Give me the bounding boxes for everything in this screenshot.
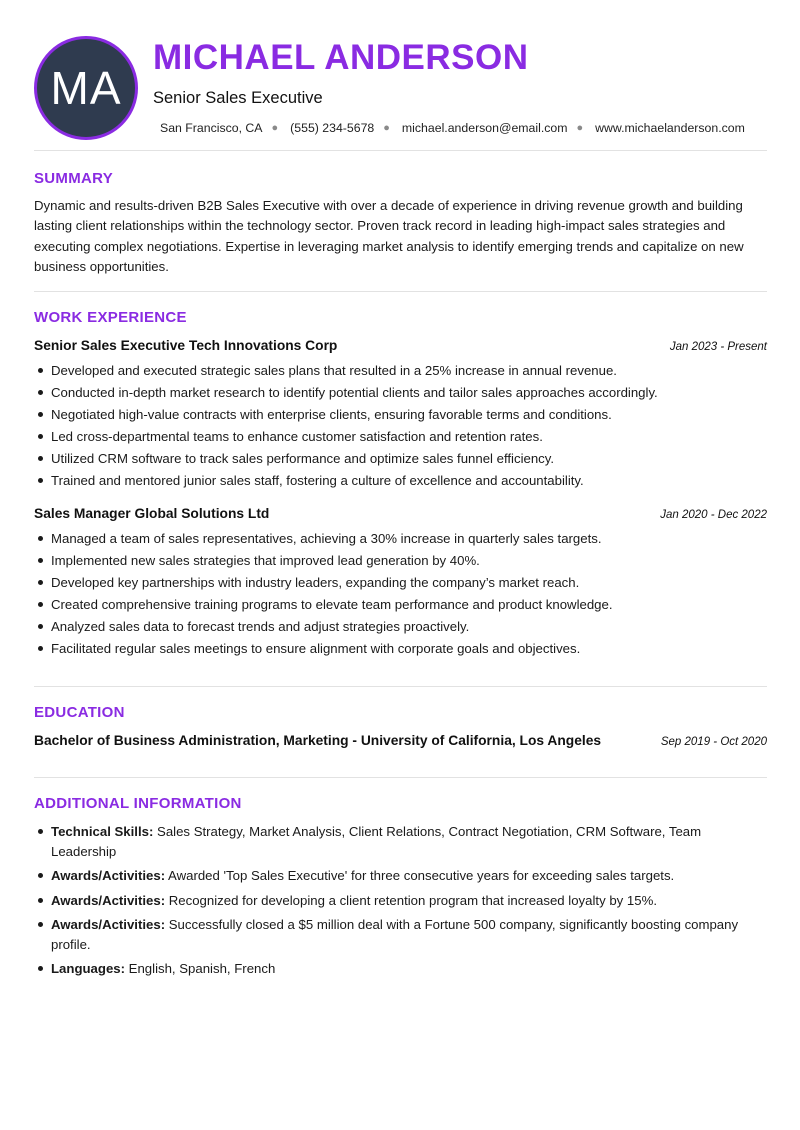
job-dates: Jan 2020 - Dec 2022 [660,509,767,521]
education-dates: Sep 2019 - Oct 2020 [660,736,767,748]
additional-heading: ADDITIONAL INFORMATION [34,795,242,812]
list-item [34,866,749,886]
separator-dot-icon: ● [576,122,584,134]
summary-text: Dynamic and results-driven B2B Sales Executive with over a decade of experience in driving revenue growth and building lasting client relationships within the technology sector. Proven track record in leading high-impact sales strategies and executing complex negotiations. Expertise in leveraging market analysis to identify emerging trends and capitalize on new business opportunities. [34,198,744,274]
divider [34,777,767,778]
item-label: Awards/Activities: [51,917,166,932]
divider [34,291,767,292]
list-item: Implemented new sales strategies that improved lead generation by 40%. [34,550,767,572]
item-text: Sales Strategy, Market Analysis, Client Relations, Contract Negotiation, CRM Software, Team Leadership [51,824,702,859]
item-label: Awards/Activities: [51,892,166,908]
item-label: Technical Skills: [51,824,154,839]
item-label: Languages: [51,961,126,976]
separator-dot-icon: ● [271,122,279,134]
list-item: Facilitated regular sales meetings to ensure alignment with corporate goals and objectives. [34,638,767,660]
education-heading: EDUCATION [34,704,125,721]
summary-heading: SUMMARY [34,170,114,187]
list-item: Analyzed sales data to forecast trends and adjust strategies proactively. [34,616,767,638]
job-bullets [34,528,767,660]
list-item: Led cross-departmental teams to enhance customer satisfaction and retention rates. [34,426,767,448]
experience-heading: WORK EXPERIENCE [34,309,187,326]
item-text: Awarded 'Top Sales Executive' for three consecutive years for exceeding sales targets. [165,868,675,883]
contact-phone: (555) 234-5678 [290,121,375,135]
divider [34,686,767,687]
job-title: Senior Sales Executive Tech Innovations Corp [34,338,338,353]
education-entry [34,733,767,748]
item-text: Successfully closed a $5 million deal with a Fortune 500 company, significantly boosting company profile. [51,917,739,952]
job-bullets [34,360,767,492]
list-item: Created comprehensive training programs to elevate team performance and product knowledge. [34,594,767,616]
list-item [34,915,749,954]
contact-website[interactable]: www.michaelanderson.com [595,121,745,135]
divider [34,150,767,151]
list-item: Trained and mentored junior sales staff, fostering a culture of excellence and accountability. [34,470,767,492]
list-item [34,822,749,861]
list-item [34,959,749,979]
candidate-name: MICHAEL ANDERSON [153,38,529,77]
education-degree: Bachelor of Business Administration, Marketing - University of California, Los Angeles [34,733,602,748]
job-dates: Jan 2023 - Present [669,341,767,353]
job-title: Sales Manager Global Solutions Ltd [34,506,270,521]
contact-line [160,121,745,135]
avatar-initials: MA [50,62,122,114]
avatar [34,36,138,140]
job-header [34,338,767,353]
list-item: Conducted in-depth market research to identify potential clients and tailor sales approaches accordingly. [34,382,767,404]
additional-list [34,822,749,984]
list-item: Utilized CRM software to track sales performance and optimize sales funnel efficiency. [34,448,767,470]
list-item [34,891,749,911]
contact-email[interactable]: michael.anderson@email.com [401,121,568,135]
candidate-title: Senior Sales Executive [153,89,323,107]
list-item: Negotiated high-value contracts with enterprise clients, ensuring favorable terms and conditions. [34,404,767,426]
job-header [34,506,767,521]
item-label: Awards/Activities: [51,868,166,883]
separator-dot-icon: ● [383,122,390,134]
list-item: Developed and executed strategic sales plans that resulted in a 25% increase in annual revenue. [34,360,767,382]
item-text: English, Spanish, French [125,961,276,976]
list-item: Developed key partnerships with industry leaders, expanding the company’s market reach. [34,572,767,594]
contact-location: San Francisco, CA [160,121,263,135]
item-text: Recognized for developing a client retention program that increased loyalty by 15%. [165,892,657,908]
list-item: Managed a team of sales representatives, achieving a 30% increase in quarterly sales targets. [34,528,767,550]
